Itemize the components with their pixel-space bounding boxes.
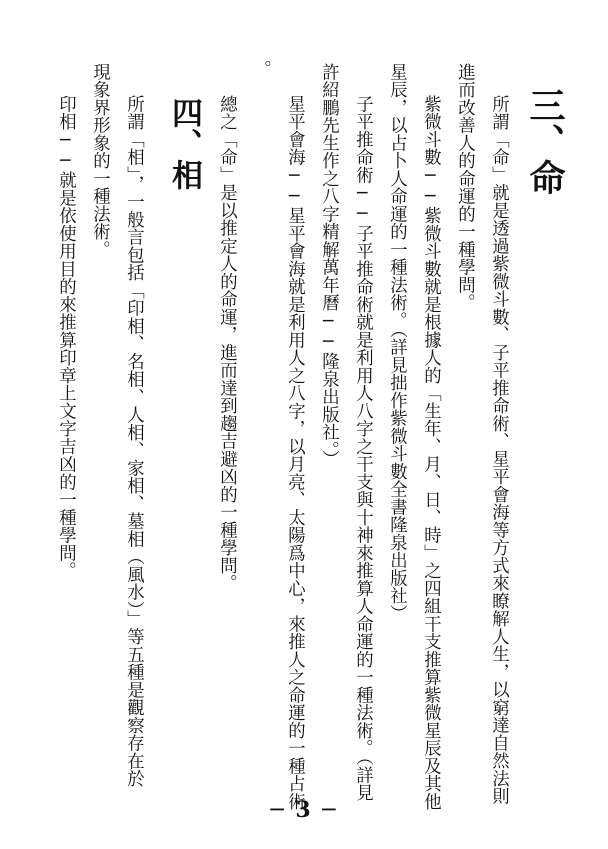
- section-3-line-1: 所謂「命」就是透過紫微斗數、子平推命術、星平會海等方式來瞭解人生，以窮達自然法則: [488, 95, 509, 805]
- section-3-line-2: 進而改善人的命運的一種學問。: [454, 63, 475, 312]
- section-3-line-6: 許紹鵬先生作之八字精解萬年曆──隆泉出版社。）: [318, 63, 339, 468]
- section-4-line-3: 印相──就是依使用目的來推算印章上文字吉凶的一種學問。: [55, 95, 76, 580]
- section-3-line-7: 星平會海──星平會海就是利用人之八字，以月亮、太陽爲中心，來推人之命運的一種占術: [284, 95, 305, 811]
- section-3-title: 三、命: [524, 87, 566, 195]
- section-3-line-4: 星辰，以占卜人命運的一種法術。（詳見拙作紫微斗數全書隆泉出版社）: [386, 63, 407, 623]
- section-3-line-3: 紫微斗數──紫微斗數就是根據人的「生年、月、日、時」之四組干支推算紫微星辰及其他: [420, 95, 441, 811]
- section-3-summary: 總之「命」是以推定人的命運，進而達到趨吉避凶的一種學問。: [216, 95, 237, 592]
- section-3-line-8: 。: [250, 60, 271, 78]
- section-4-line-2: 現象界形象的一種法術。: [89, 63, 110, 259]
- section-4-title: 四、相: [166, 97, 202, 190]
- section-4-line-1: 所謂「相」，一般言包括「印相、名相、人相、家相、墓相（風水）」等五種是觀察存在於: [123, 95, 144, 788]
- section-3-line-5: 子平推命術──子平推命術就是利用人八字之干支與十神來推算人命運的一種法術。（詳見: [352, 95, 373, 802]
- page-number: ─ 3 ─: [270, 797, 338, 823]
